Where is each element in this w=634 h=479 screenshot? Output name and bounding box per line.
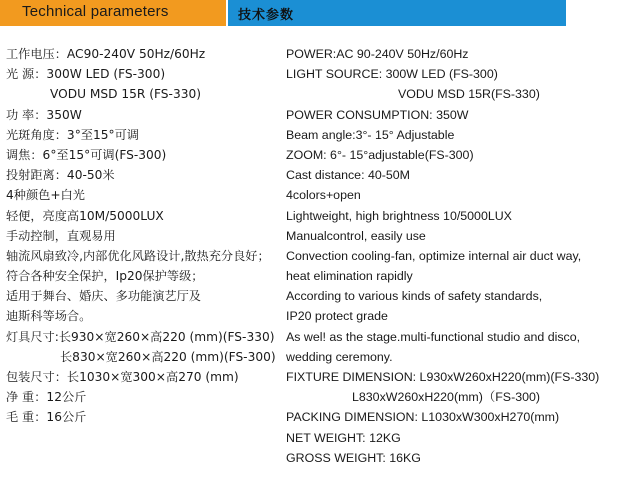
spec-line-cn: 投射距离：40-50米 bbox=[6, 168, 115, 183]
spec-line-en: LIGHT SOURCE: 300W LED (FS-300) bbox=[286, 67, 498, 82]
spec-line-cn: 轻便，亮度高10M/5000LUX bbox=[6, 208, 164, 223]
header-title-cn: 技术参数 bbox=[238, 8, 295, 23]
header-cn-banner bbox=[228, 0, 566, 26]
spec-line-en: GROSS WEIGHT: 16KG bbox=[286, 450, 421, 465]
spec-line-cn: 包装尺寸：长1030×宽300×高270 (mm) bbox=[6, 370, 239, 384]
spec-line-cn: 功 率：350W bbox=[6, 107, 82, 122]
spec-line-en: ZOOM: 6°- 15°adjustable(FS-300) bbox=[286, 147, 474, 162]
spec-line-en: Lightweight, high brightness 10/5000LUX bbox=[286, 208, 512, 223]
spec-line-en: Cast distance: 40-50M bbox=[286, 168, 410, 183]
spec-line-cn: VODU MSD 15R (FS-330) bbox=[50, 87, 201, 102]
spec-line-cn: 长830×宽260×高220 (mm)(FS-300) bbox=[60, 349, 276, 364]
spec-line-cn: 灯具尺寸:长930×宽260×高220 (mm)(FS-330) bbox=[6, 329, 275, 344]
spec-line-en: As wel! as the stage.multi-functional studio and disco, bbox=[286, 329, 581, 344]
spec-line-cn: 调焦：6°至15°可调(FS-300) bbox=[6, 147, 167, 162]
spec-line-en: 4colors+open bbox=[286, 188, 361, 203]
spec-line-en: L830xW260xH220(mm)（FS-300) bbox=[352, 390, 540, 405]
spec-line-cn: 轴流风扇致冷,内部优化风路设计,散热充分良好； bbox=[6, 248, 270, 263]
spec-line-cn: 迪斯科等场合。 bbox=[6, 309, 92, 324]
spec-line-cn: 符合各种安全保护，Ip20保护等级； bbox=[6, 269, 204, 284]
chinese-spec-column bbox=[6, 44, 281, 428]
spec-line-en: FIXTURE DIMENSION: L930xW260xH220(mm)(FS-330) bbox=[286, 370, 600, 384]
spec-line-en: According to various kinds of safety standards, bbox=[286, 289, 543, 304]
spec-line-cn: 4种颜色+白光 bbox=[6, 188, 85, 203]
spec-line-en: VODU MSD 15R(FS-330) bbox=[398, 87, 540, 102]
spec-line-en: Beam angle:3°- 15° Adjustable bbox=[286, 127, 455, 142]
spec-line-en: heat elimination rapidly bbox=[286, 269, 413, 284]
english-spec-column bbox=[286, 44, 626, 468]
spec-line-cn: 手动控制，直观易用 bbox=[6, 228, 116, 243]
spec-line-en: IP20 protect grade bbox=[286, 309, 388, 324]
spec-line-en: POWER CONSUMPTION: 350W bbox=[286, 107, 469, 122]
spec-line-cn: 光斑角度：3°至15°可调 bbox=[6, 127, 139, 142]
spec-line-en: NET WEIGHT: 12KG bbox=[286, 430, 401, 445]
spec-line-en: Convection cooling-fan, optimize internal air duct way, bbox=[286, 248, 582, 263]
spec-line-cn: 毛 重：16公斤 bbox=[6, 410, 87, 425]
spec-line-cn: 工作电压：AC90-240V 50Hz/60Hz bbox=[6, 47, 206, 61]
spec-line-en: Manualcontrol, easily use bbox=[286, 228, 426, 243]
header-en-banner bbox=[0, 0, 226, 26]
spec-line-cn: 光 源：300W LED (FS-300) bbox=[6, 67, 166, 82]
spec-line-en: POWER:AC 90-240V 50Hz/60Hz bbox=[286, 47, 469, 61]
spec-line-en: wedding ceremony. bbox=[286, 349, 393, 364]
spec-line-cn: 净 重：12公斤 bbox=[6, 390, 87, 405]
header-title-en: Technical parameters bbox=[22, 3, 169, 20]
spec-line-en: PACKING DIMENSION: L1030xW300xH270(mm) bbox=[286, 410, 560, 425]
spec-line-cn: 适用于舞台、婚庆、多功能演艺厅及 bbox=[6, 289, 201, 304]
